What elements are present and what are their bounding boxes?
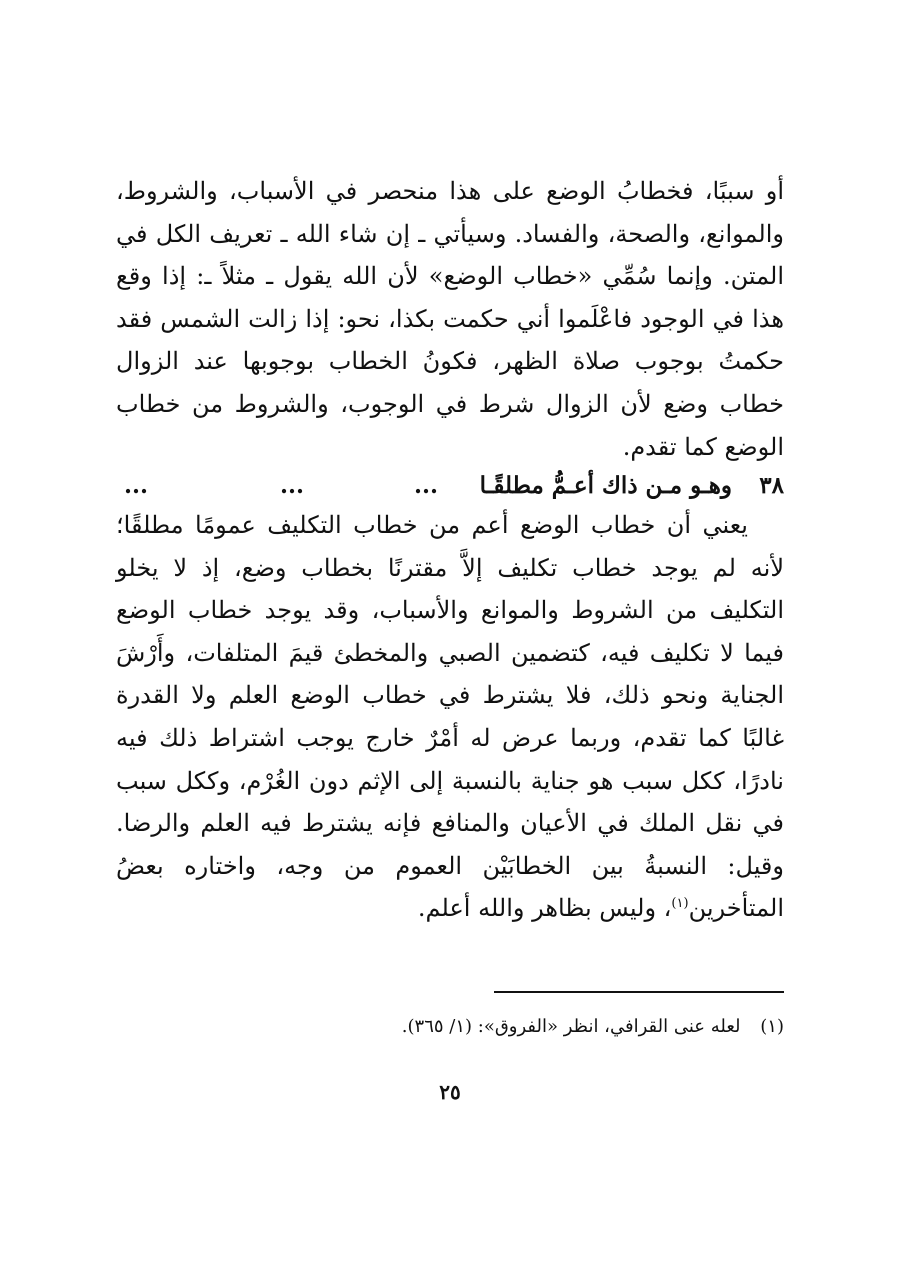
commentary-text-part: ، وليس بظاهر والله أعلم. <box>417 894 672 923</box>
paragraph-text: أو سببًا، فخطابُ الوضع على هذا منحصر في الأسباب، والشروط، والموانع، والصحة، والفساد. وسيأتي ـ إن شاء الله ـ تعريف الكل في المتن. وإنما سُمِّي «خطاب الوضع» لأن الله يقول ـ مثلاً ـ: إذا وقع هذا في الوجود فاعْلَموا أني حكمت بكذا، نحو: إذا زالت الشمس فقد حكمتُ بوجوب صلاة الظهر، فكونُ الخطاب بوجوبها عند الزوال خطاب وضع لأن الزوال شرط في الوجوب، والشروط من خطاب الوضع كما تقدم. <box>116 177 784 461</box>
page-number: ٢٥ <box>439 1080 461 1104</box>
footnote-divider <box>494 991 784 993</box>
verse-number: ٣٨ <box>759 472 784 499</box>
commentary-text <box>116 504 784 930</box>
footnote-marker: (١) <box>760 1016 784 1037</box>
verse-text: وهـو مـن ذاك أعـمُّ مطلقًـا <box>479 472 732 499</box>
commentary-text-part: يعني أن خطاب الوضع أعم من خطاب التكليف عمومًا مطلقًا؛ لأنه لم يوجد خطاب تكليف إلاَّ مقترنًا بخطاب وضع، إذ لا يخلو التكليف من الشروط والموانع والأسباب، وقد يوجد خطاب الوضع فيما لا تكليف فيه، كتضمين الصبي والمخطئ قيمَ المتلفات، وأَرْشَ الجناية ونحو ذلك، فلا يشترط في خطاب الوضع العلم ولا القدرة غالبًا كما تقدم، وربما عرض له أمْرٌ خارج يوجب اشتراط ذلك فيه نادرًا، ككل سبب هو جناية بالنسبة إلى الإثم دون الغُرْم، وككل سبب في نقل الملك في الأعيان والمنافع فإنه يشترط فيه العلم والرضا. وقيل: النسبةُ بين الخطابَيْن العموم من وجه، واختاره بعضُ المتأخرين <box>116 511 785 923</box>
continued-paragraph <box>116 170 784 468</box>
verse-ellipsis: ... <box>279 472 304 499</box>
verse-ellipsis: ... <box>123 472 148 499</box>
verse-line <box>116 466 784 506</box>
footnote-reference[interactable]: (١) <box>671 896 689 912</box>
footnote <box>116 1012 784 1042</box>
footnote-text: لعله عنى القرافي، انظر «الفروق»: (١/ ٣٦٥). <box>401 1016 741 1037</box>
commentary-paragraph <box>116 504 784 930</box>
verse-ellipsis: ... <box>413 472 438 499</box>
